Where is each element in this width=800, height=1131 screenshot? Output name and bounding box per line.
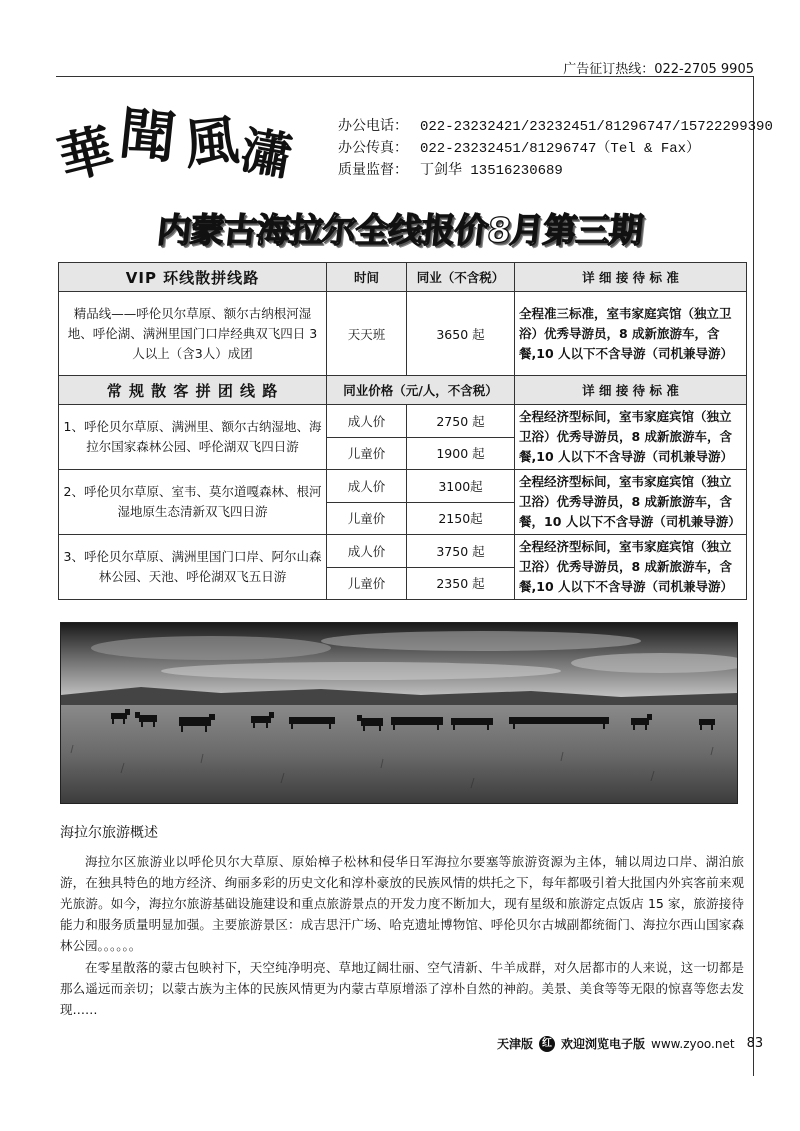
contact-fax: 办公传真： 022-23232451/81296747（Tel & Fax） bbox=[338, 140, 701, 157]
child-price: 1900 起 bbox=[407, 437, 515, 470]
vip-route: 精品线——呼伦贝尔草原、额尔古纳根河湿地、呼伦湖、满洲里国门口岸经典双飞四日 3人以上（含3人）成团 bbox=[59, 292, 327, 376]
footer-slogan: 欢迎浏览电子版 bbox=[561, 1037, 646, 1051]
adult-label: 成人价 bbox=[327, 470, 407, 503]
table-row bbox=[59, 535, 747, 568]
adult-price: 3750 起 bbox=[407, 535, 515, 568]
vip-standard-header: 详 细 接 待 标 准 bbox=[515, 263, 747, 292]
route-1-standard: 全程经济型标间，室韦家庭宾馆（独立卫浴）优秀导游员，8 成新旅游车，含餐,10 人以下不含导游（司机兼导游） bbox=[515, 405, 747, 470]
child-price: 2150起 bbox=[407, 502, 515, 535]
vip-standard: 全程准三标准，室韦家庭宾馆（独立卫浴）优秀导游员，8 成新旅游车，含餐,10 人以下不含导游（司机兼导游） bbox=[515, 292, 747, 376]
price-table bbox=[58, 262, 747, 600]
vip-price-header: 同业（不含税） bbox=[407, 263, 515, 292]
child-label: 儿童价 bbox=[327, 502, 407, 535]
route-1: 1、呼伦贝尔草原、满洲里、额尔古纳湿地、海拉尔国家森林公园、呼伦湖双飞四日游 bbox=[59, 405, 327, 470]
logo-char-3: 風 bbox=[181, 107, 242, 177]
adult-price: 3100起 bbox=[407, 470, 515, 503]
vip-price: 3650 起 bbox=[407, 292, 515, 376]
route-2: 2、呼伦贝尔草原、室韦、莫尔道嘎森林、根河湿地原生态清新双飞四日游 bbox=[59, 470, 327, 535]
page-number: 83 bbox=[746, 1036, 764, 1051]
table-row bbox=[59, 470, 747, 503]
logo-char-4: 瀟 bbox=[236, 120, 297, 187]
page-headline: 内蒙古海拉尔全线报价8月第三期 bbox=[155, 211, 645, 251]
grassland-photo bbox=[60, 622, 738, 804]
article-paragraph-1: 海拉尔区旅游业以呼伦贝尔大草原、原始樟子松林和侵华日军海拉尔要塞等旅游资源为主体，辅以周边口岸、湖泊旅游，在独具特色的地方经济、绚丽多彩的历史文化和淳朴豪放的民族风情的烘托之下，每年都吸引着大批国内外宾客前来观光旅游。如今，海拉尔旅游基础设施建设和重点旅游景点的开发力度不断加大，现有星级和旅游定点饭店 15 家，旅游接待能力和服务质量明显加强。主要旅游景区：成吉思汗广场、哈克遗址博物馆、呼伦贝尔古城副都统衙门、海拉尔西山国家森林公园。。。。。。 bbox=[60, 854, 744, 953]
adult-price: 2750 起 bbox=[407, 405, 515, 438]
grassland-horses-illustration bbox=[61, 623, 737, 803]
vip-time-header: 时间 bbox=[327, 263, 407, 292]
red-badge-icon: 红 bbox=[539, 1036, 555, 1052]
vip-row bbox=[59, 292, 747, 376]
calligraphy-logo bbox=[51, 92, 308, 192]
article-title: 海拉尔旅游概述 bbox=[60, 825, 158, 841]
regular-header-row bbox=[59, 376, 747, 405]
logo-char-1: 華 bbox=[51, 116, 120, 192]
footer-url[interactable]: www.zyoo.net bbox=[651, 1036, 735, 1051]
ad-hotline: 广告征订热线：022-2705 9905 bbox=[563, 62, 754, 77]
table-row bbox=[59, 405, 747, 438]
adult-label: 成人价 bbox=[327, 405, 407, 438]
adult-label: 成人价 bbox=[327, 535, 407, 568]
regular-standard-header: 详 细 接 待 标 准 bbox=[515, 376, 747, 405]
regular-price-header: 同业价格（元/人，不含税） bbox=[327, 376, 515, 405]
contact-block bbox=[338, 116, 773, 182]
regular-route-header: 常 规 散 客 拼 团 线 路 bbox=[59, 376, 327, 405]
vip-header-row bbox=[59, 263, 747, 292]
page-footer bbox=[497, 1035, 763, 1052]
top-rule bbox=[56, 76, 754, 77]
route-3: 3、呼伦贝尔草原、满洲里国门口岸、阿尔山森林公园、天池、呼伦湖双飞五日游 bbox=[59, 535, 327, 600]
edition-label: 天津版 bbox=[497, 1037, 534, 1051]
child-price: 2350 起 bbox=[407, 567, 515, 600]
vip-time: 天天班 bbox=[327, 292, 407, 376]
vip-route-header: VIP 环线散拼线路 bbox=[59, 263, 327, 292]
route-2-standard: 全程经济型标间，室韦家庭宾馆（独立卫浴）优秀导游员，8 成新旅游车，含餐，10 人以下不含导游（司机兼导游） bbox=[515, 470, 747, 535]
route-3-standard: 全程经济型标间，室韦家庭宾馆（独立卫浴）优秀导游员，8 成新旅游车，含餐,10 人以下不含导游（司机兼导游） bbox=[515, 535, 747, 600]
child-label: 儿童价 bbox=[327, 437, 407, 470]
child-label: 儿童价 bbox=[327, 567, 407, 600]
contact-phone: 办公电话： 022-23232421/23232451/81296747/15722299390 bbox=[338, 118, 773, 135]
article-paragraph-2: 在零星散落的蒙古包映衬下，天空纯净明亮、草地辽阔壮丽、空气清新、牛羊成群，对久居都市的人来说，这一切都是那么遥远而亲切；以蒙古族为主体的民族风情更为内蒙古草原增添了淳朴自然的神韵。美景、美食等等无限的惊喜等您去发现…… bbox=[60, 960, 744, 1017]
logo-char-2: 聞 bbox=[116, 100, 179, 172]
contact-supervision: 质量监督： 丁剑华 13516230689 bbox=[338, 162, 563, 179]
